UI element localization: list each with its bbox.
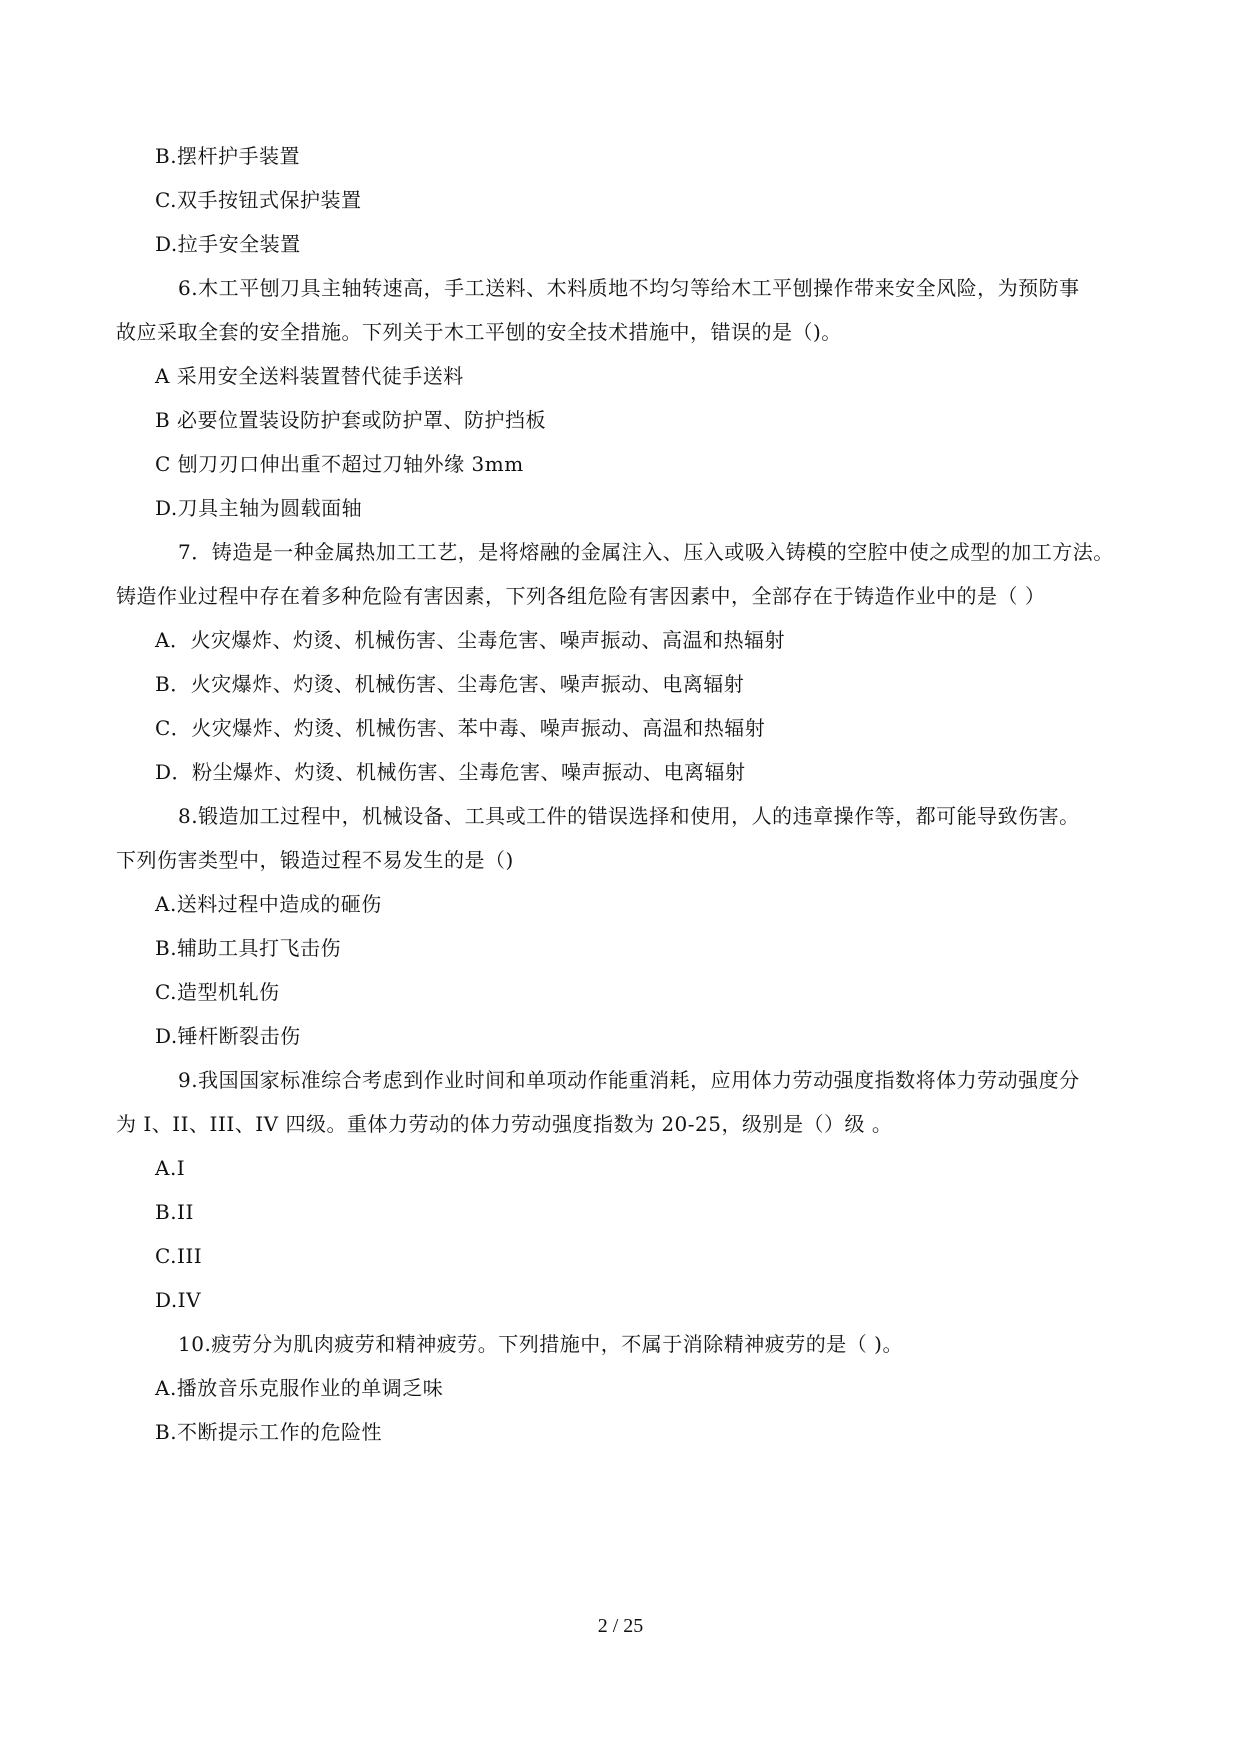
option-a-q6: A 采用安全送料装置替代徒手送料 [155,364,464,388]
option-b-q10: B.不断提示工作的危险性 [155,1420,383,1444]
option-a-q10: A.播放音乐克服作业的单调乏味 [155,1376,444,1400]
question-7: 7．铸造是一种金属热加工工艺，是将熔融的金属注入、压入或吸入铸模的空腔中使之成型的加工方法。 [178,540,1114,564]
option-d-q7: D．粉尘爆炸、灼烫、机械伤害、尘毒危害、噪声振动、电离辐射 [155,760,746,784]
option-d-q5: D.拉手安全装置 [155,232,301,256]
option-c-q8: C.造型机轧伤 [155,980,280,1004]
option-b-q9: B.II [155,1200,194,1224]
question-9: 9.我国国家标准综合考虑到作业时间和单项动作能重消耗，应用体力劳动强度指数将体力劳动强度分 [178,1068,1080,1092]
option-d-q8: D.锤杆断裂击伤 [155,1024,301,1048]
option-b-q7: B．火灾爆炸、灼烫、机械伤害、尘毒危害、噪声振动、电离辐射 [155,672,745,696]
question-7-continued: 铸造作业过程中存在着多种危险有害因素，下列各组危险有害因素中，全部存在于铸造作业中的是（ ） [116,584,1046,608]
option-c-q7: C．火灾爆炸、灼烫、机械伤害、苯中毒、噪声振动、高温和热辐射 [155,716,766,740]
option-a-q9: A.I [155,1156,186,1180]
option-a-q8: A.送料过程中造成的砸伤 [155,892,382,916]
option-c-q6: C 刨刀刃口伸出重不超过刀轴外缘 3mm [155,452,524,476]
question-8: 8.锻造加工过程中，机械设备、工具或工件的错误选择和使用，人的违章操作等，都可能导致伤害。 [178,804,1080,828]
option-a-q7: A．火灾爆炸、灼烫、机械伤害、尘毒危害、噪声振动、高温和热辐射 [155,628,785,652]
option-b-q8: B.辅助工具打飞击伤 [155,936,342,960]
option-b-q5: B.摆杆护手装置 [155,144,301,168]
question-6: 6.木工平刨刀具主轴转速高，手工送料、木料质地不均匀等给木工平刨操作带来安全风险，为预防事 [178,276,1080,300]
question-9-continued: 为 I、II、III、IV 四级。重体力劳动的体力劳动强度指数为 20-25，级别是（）级 。 [116,1112,893,1136]
page-number: 2 / 25 [597,1615,644,1637]
option-d-q9: D.IV [155,1288,202,1312]
question-6-continued: 故应采取全套的安全措施。下列关于木工平刨的安全技术措施中，错误的是（)。 [116,320,842,344]
question-8-continued: 下列伤害类型中，锻造过程不易发生的是（) [116,848,514,872]
option-d-q6: D.刀具主轴为圆载面轴 [155,496,363,520]
question-10: 10.疲劳分为肌肉疲劳和精神疲劳。下列措施中，不属于消除精神疲劳的是（ )。 [178,1332,903,1356]
option-b-q6: B 必要位置装设防护套或防护罩、防护挡板 [155,408,547,432]
option-c-q5: C.双手按钮式保护装置 [155,188,362,212]
option-c-q9: C.III [155,1244,203,1268]
